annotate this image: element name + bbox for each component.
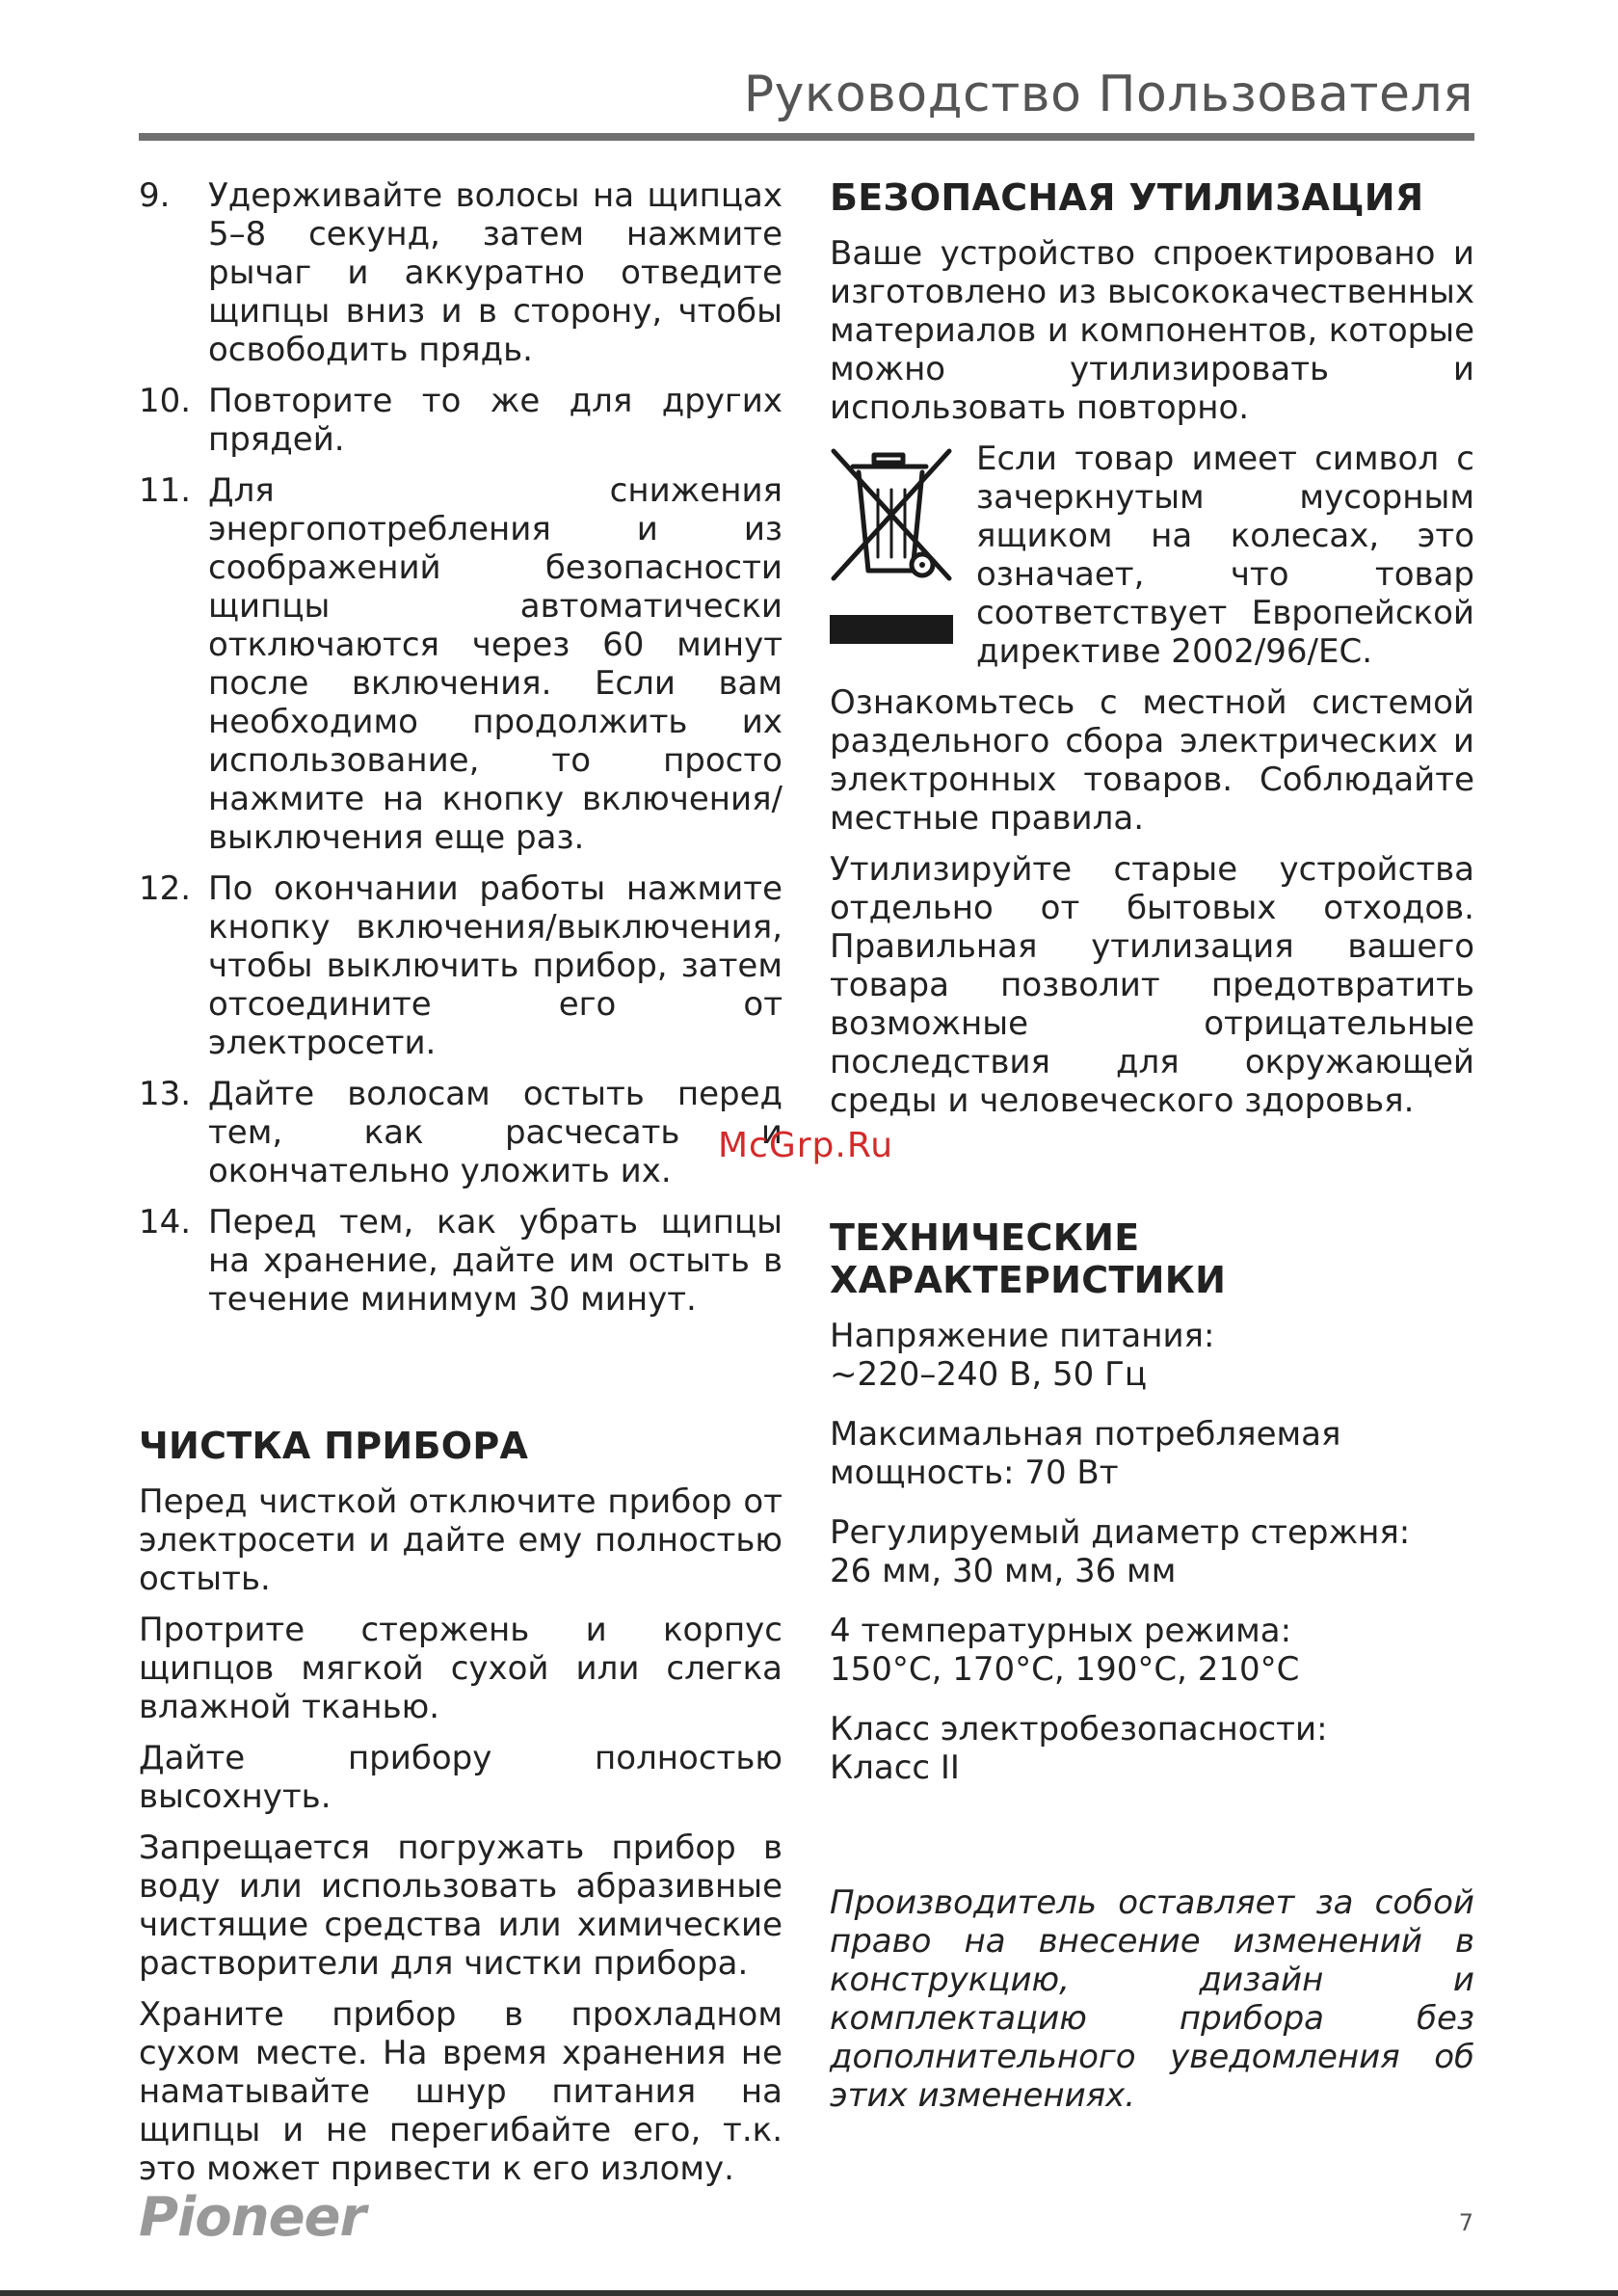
list-item xyxy=(139,382,782,459)
weee-text: Если товар имеет символ с зачеркнутым мусорным ящиком на колесах, это означает, что товар соответствует Европейской директиве 2002/96/EC. xyxy=(976,440,1474,671)
spec-item xyxy=(830,1513,1474,1590)
list-item xyxy=(139,471,782,857)
disposal-section xyxy=(830,176,1474,1120)
cleaning-paragraph: Протрите стержень и корпус щипцов мягкой сухой или слегка влажной тканью. xyxy=(139,1611,782,1726)
crossed-out-wheelie-bin-icon xyxy=(830,441,953,586)
step-number: 9. xyxy=(139,176,171,215)
spec-label: Класс электробезопасности: xyxy=(830,1710,1328,1749)
cleaning-paragraph: Перед чисткой отключите прибор от электросети и дайте ему полностью остыть. xyxy=(139,1482,782,1598)
cleaning-section xyxy=(139,1425,782,2188)
spec-value: 150°C, 170°C, 190°C, 210°C xyxy=(830,1650,1300,1689)
disposal-paragraph: Утилизируйте старые устройства отдельно от бытовых отходов. Правильная утилизация вашего товара позволит предотвратить возможные отрицательные последствия для окружающей среды и человеческого здоровья. xyxy=(830,850,1474,1120)
list-item xyxy=(139,1075,782,1190)
step-text: Перед тем, как убрать щипцы на хранение, дайте им остыть в течение минимум 30 минут. xyxy=(208,1203,782,1319)
step-text: Дайте волосам остыть перед тем, как расчесать и окончательно уложить их. xyxy=(208,1075,782,1190)
spec-value: мощность: 70 Вт xyxy=(830,1454,1119,1492)
tech-title-line1: ТЕХНИЧЕСКИЕ xyxy=(830,1216,1140,1259)
step-number: 11. xyxy=(139,471,192,510)
header-divider xyxy=(139,133,1474,141)
disposal-intro: Ваше устройство спроектировано и изготовлено из высококачественных материалов и компонентов, которые можно утилизировать и использовать повторно. xyxy=(830,234,1474,427)
step-number: 14. xyxy=(139,1203,192,1241)
spec-value: ~220–240 В, 50 Гц xyxy=(830,1355,1147,1394)
list-item xyxy=(139,1203,782,1319)
step-text: Для снижения энергопотребления и из соображений безопасности щипцы автоматически отключаются через 60 минут после включения. Если вам необходимо продолжить их использование, то просто нажмите на кнопку включения/выключения еще раз. xyxy=(208,471,782,857)
cleaning-paragraph: Запрещается погружать прибор в воду или использовать абразивные чистящие средства или химические растворители для чистки прибора. xyxy=(139,1829,782,1983)
cleaning-paragraph: Дайте прибору полностью высохнуть. xyxy=(139,1739,782,1816)
manufacturer-disclaimer: Производитель оставляет за собой право на внесение изменений в конструкцию, дизайн и комплектацию прибора без дополнительного уведомления об этих изменениях. xyxy=(830,1883,1474,2115)
list-item xyxy=(139,176,782,369)
brand-logo: Pioneer xyxy=(139,2186,366,2249)
tech-title-line2: ХАРАКТЕРИСТИКИ xyxy=(830,1259,1227,1301)
tech-specs-section xyxy=(830,1216,1474,2115)
step-number: 13. xyxy=(139,1075,192,1113)
spec-item xyxy=(830,1612,1474,1689)
weee-black-bar xyxy=(830,615,953,644)
step-number: 10. xyxy=(139,382,192,420)
left-column xyxy=(139,176,782,2201)
tech-specs-title xyxy=(830,1216,1474,1301)
spec-item xyxy=(830,1710,1474,1787)
step-text: Повторите то же для других прядей. xyxy=(208,382,782,459)
bottom-edge-bar xyxy=(0,2290,1618,2296)
page-header-title: Руководство Пользователя xyxy=(743,66,1473,123)
spec-value: Класс II xyxy=(830,1749,960,1787)
spec-label: Максимальная потребляемая xyxy=(830,1415,1341,1454)
disposal-title: БЕЗОПАСНАЯ УТИЛИЗАЦИЯ xyxy=(830,176,1424,219)
step-number: 12. xyxy=(139,869,192,908)
instruction-steps xyxy=(139,176,782,1319)
cleaning-title: ЧИСТКА ПРИБОРА xyxy=(139,1425,529,1467)
spec-value: 26 мм, 30 мм, 36 мм xyxy=(830,1552,1177,1590)
weee-symbol xyxy=(830,441,965,644)
cleaning-paragraph: Храните прибор в прохладном сухом месте. На время хранения не наматывайте шнур питания на щипцы и не перегибайте его, т.к. это может привести к его излому. xyxy=(139,1995,782,2188)
weee-notice xyxy=(830,440,1474,671)
step-text: Удерживайте волосы на щипцах 5–8 секунд, затем нажмите рычаг и аккуратно отведите щипцы вниз и в сторону, чтобы освободить прядь. xyxy=(208,176,782,369)
spec-label: Регулируемый диаметр стержня: xyxy=(830,1513,1411,1552)
spec-item xyxy=(830,1415,1474,1492)
disposal-paragraph: Ознакомьтесь с местной системой раздельного сбора электрических и электронных товаров. Соблюдайте местные правила. xyxy=(830,683,1474,838)
page-number: 7 xyxy=(1458,2209,1473,2236)
list-item xyxy=(139,869,782,1062)
watermark: McGrp.Ru xyxy=(718,1126,894,1165)
step-text: По окончании работы нажмите кнопку включения/выключения, чтобы выключить прибор, затем отсоедините его от электросети. xyxy=(208,869,782,1062)
spec-label: Напряжение питания: xyxy=(830,1317,1215,1355)
right-column xyxy=(830,176,1474,2148)
spec-item xyxy=(830,1317,1474,1394)
spec-label: 4 температурных режима: xyxy=(830,1612,1292,1650)
